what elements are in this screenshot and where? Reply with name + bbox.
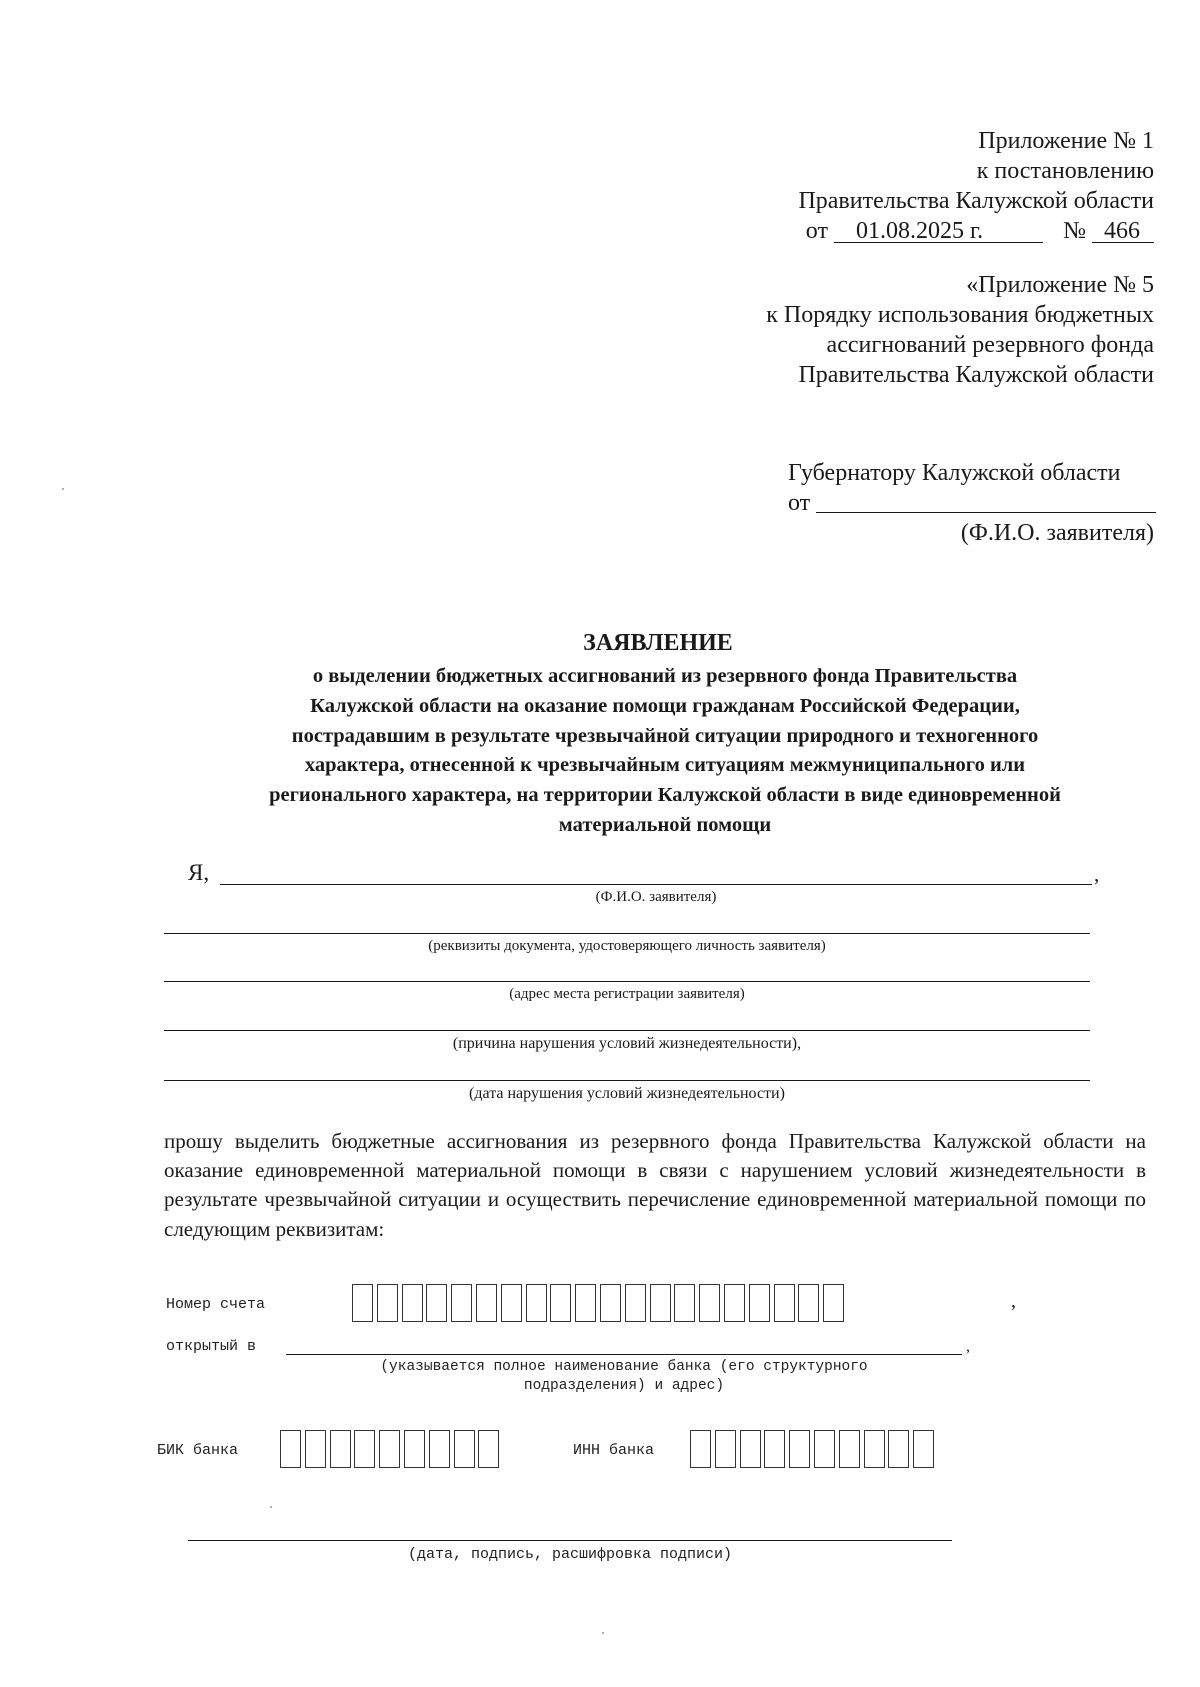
account-digit-box[interactable] [575, 1284, 596, 1322]
account-digit-box[interactable] [451, 1284, 472, 1322]
appendix-quote-block [766, 270, 1154, 390]
appendix-number: 466 [1092, 220, 1154, 243]
identity-document-caption: (реквизиты документа, удостоверяющего личность заявителя) [428, 938, 826, 954]
inn-digit-box[interactable] [839, 1430, 860, 1468]
subtitle-line: пострадавшим в результате чрезвычайной ситуации природного и техногенного [291, 724, 1039, 747]
bik-digit-box[interactable] [280, 1430, 301, 1468]
scan-speck [602, 1632, 604, 1634]
appendix-authority: Правительства Калужской области [798, 188, 1154, 214]
account-number-comma: , [1011, 1290, 1016, 1312]
subtitle-line: материальной помощи [558, 813, 772, 836]
request-paragraph: прошу выделить бюджетные ассигнования из резервного фонда Правительства Калужской области на оказание единовременной материальной помощи в связи с нарушением условий жизнедеятельности в результате чрезвычайной ситуации и осуществить перечисление единовременной материальной помощи по следующим реквизитам: [164, 1129, 1146, 1241]
account-digit-box[interactable] [674, 1284, 695, 1322]
signature-field[interactable] [188, 1540, 952, 1541]
bik-digit-box[interactable] [330, 1430, 351, 1468]
account-number-boxes[interactable] [352, 1284, 848, 1322]
account-digit-box[interactable] [699, 1284, 720, 1322]
inn-digit-box[interactable] [740, 1430, 761, 1468]
document-subtitle [170, 662, 1160, 841]
appendix-number-label: № [1063, 218, 1086, 244]
applicant-fio-field[interactable] [220, 884, 1092, 885]
account-digit-box[interactable] [724, 1284, 745, 1322]
subtitle-line: о выделении бюджетных ассигнований из резервного фонда Правительства [312, 665, 1018, 687]
account-digit-box[interactable] [550, 1284, 571, 1322]
scan-speck [62, 488, 64, 490]
bik-digit-box[interactable] [429, 1430, 450, 1468]
appendix-date-value: 01.08.2025 г. [855, 218, 984, 244]
account-digit-box[interactable] [526, 1284, 547, 1322]
addressee-from-label: от [788, 490, 811, 516]
signature-caption: (дата, подпись, расшифровка подписи) [407, 1546, 733, 1563]
account-digit-box[interactable] [749, 1284, 770, 1322]
disruption-date-field[interactable] [164, 1080, 1090, 1081]
account-digit-box[interactable] [625, 1284, 646, 1322]
bank-name-caption-line2: подразделения) и адрес) [523, 1378, 725, 1394]
appendix-from-label: от [805, 218, 828, 244]
appendix-date-number [798, 216, 1154, 246]
disruption-date-caption: (дата нарушения условий жизнедеятельности) [469, 1085, 785, 1102]
bik-boxes[interactable] [280, 1430, 503, 1468]
account-digit-box[interactable] [426, 1284, 447, 1322]
inn-digit-box[interactable] [690, 1430, 711, 1468]
bik-digit-box[interactable] [478, 1430, 499, 1468]
account-digit-box[interactable] [501, 1284, 522, 1322]
inn-digit-box[interactable] [715, 1430, 736, 1468]
appendix-quote-line3: ассигнований резервного фонда [826, 332, 1154, 358]
registration-address-field[interactable] [164, 981, 1090, 982]
appendix-quote-line4: Правительства Калужской области [798, 362, 1154, 388]
account-digit-box[interactable] [823, 1284, 844, 1322]
addressee-line: Губернатору Калужской области [788, 460, 1121, 486]
bik-digit-box[interactable] [354, 1430, 375, 1468]
bik-digit-box[interactable] [305, 1430, 326, 1468]
account-digit-box[interactable] [798, 1284, 819, 1322]
applicant-fio-caption: (Ф.И.О. заявителя) [595, 889, 717, 905]
inn-digit-box[interactable] [888, 1430, 909, 1468]
opened-in-label: открытый в [166, 1338, 257, 1355]
document-title: ЗАЯВЛЕНИЕ [583, 630, 733, 656]
bank-name-comma: , [966, 1338, 970, 1355]
applicant-fio-comma: , [1094, 862, 1100, 886]
account-digit-box[interactable] [402, 1284, 423, 1322]
addressee-fio-caption: (Ф.И.О. заявителя) [960, 520, 1154, 546]
appendix-quote-line1: «Приложение № 5 [966, 272, 1154, 298]
subtitle-line: Калужской области на оказание помощи гражданам Российской Федерации, [310, 694, 1020, 717]
appendix-block [798, 126, 1154, 246]
inn-label: ИНН банка [573, 1442, 655, 1459]
appendix-date [834, 220, 1043, 243]
bank-name-field[interactable] [286, 1354, 962, 1355]
addressee-block [788, 458, 1154, 548]
subtitle-line: характера, отнесенной к чрезвычайным ситуациям межмуниципального или [304, 754, 1026, 777]
applicant-i-label: Я, [188, 860, 210, 885]
account-digit-box[interactable] [476, 1284, 497, 1322]
inn-digit-box[interactable] [764, 1430, 785, 1468]
inn-digit-box[interactable] [789, 1430, 810, 1468]
account-digit-box[interactable] [352, 1284, 373, 1322]
identity-document-field[interactable] [164, 933, 1090, 934]
account-number-label: Номер счета [166, 1296, 266, 1313]
disruption-reason-field[interactable] [164, 1030, 1090, 1031]
account-digit-box[interactable] [377, 1284, 398, 1322]
bik-digit-box[interactable] [404, 1430, 425, 1468]
appendix-subtitle: к постановлению [976, 158, 1154, 184]
inn-digit-box[interactable] [913, 1430, 934, 1468]
appendix-title: Приложение № 1 [978, 128, 1154, 154]
account-digit-box[interactable] [600, 1284, 621, 1322]
bik-label: БИК банка [157, 1442, 239, 1459]
bank-name-caption-line1: (указывается полное наименование банка (его структурного [380, 1359, 868, 1375]
inn-digit-box[interactable] [864, 1430, 885, 1468]
appendix-quote-line2: к Порядку использования бюджетных [766, 302, 1154, 328]
bik-digit-box[interactable] [379, 1430, 400, 1468]
bank-name-caption [286, 1358, 962, 1396]
inn-boxes[interactable] [690, 1430, 938, 1468]
account-digit-box[interactable] [650, 1284, 671, 1322]
bik-digit-box[interactable] [454, 1430, 475, 1468]
subtitle-line: регионального характера, на территории Калужской области в виде единовременной [269, 784, 1061, 807]
disruption-reason-caption: (причина нарушения условий жизнедеятельности), [452, 1035, 802, 1052]
addressee-fio-line [816, 512, 1156, 513]
inn-digit-box[interactable] [814, 1430, 835, 1468]
registration-address-caption: (адрес места регистрации заявителя) [509, 986, 745, 1002]
account-digit-box[interactable] [774, 1284, 795, 1322]
scan-speck [270, 1506, 272, 1508]
